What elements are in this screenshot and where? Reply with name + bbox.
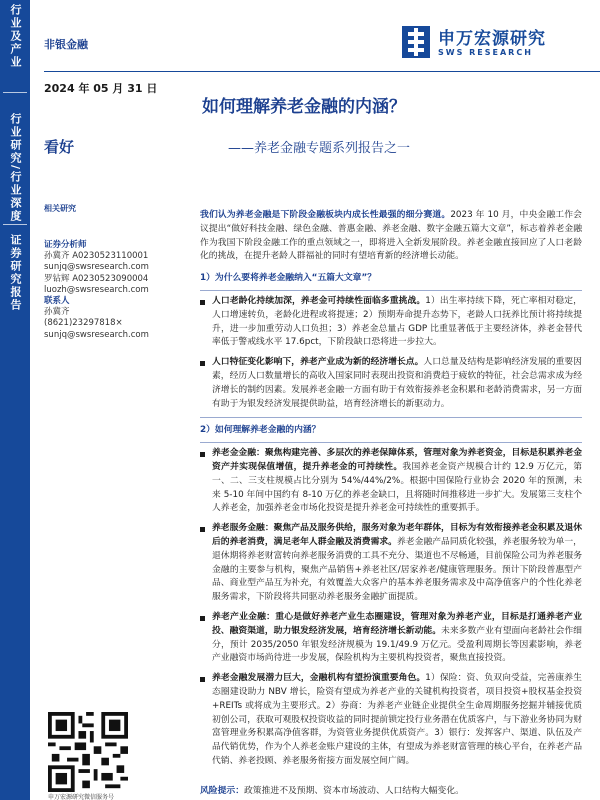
stripe-text: 证券研究报告 <box>9 234 22 312</box>
analyst-line: 罗钻辉 A0230523090004 <box>44 273 149 284</box>
bullet-square-icon <box>200 361 205 366</box>
report-date: 2024 年 05 月 31 日 <box>44 82 158 95</box>
section-rule <box>200 417 582 418</box>
bullet-bold: 养老产业金融：重心是做好养老产业生态圈建设，管理对象为养老产业，目标是打通养老产业投、融资渠道，助力银发经济发展，培育经济增长新动能。 <box>212 611 582 636</box>
header-rule <box>44 71 600 72</box>
stripe-divider <box>3 224 27 225</box>
bullet-item <box>200 295 582 350</box>
contact-header: 联系人 <box>44 296 70 307</box>
intro-highlight: 我们认为养老金融是下阶段金融板块内成长性最强的细分赛道。 <box>200 210 451 220</box>
bullet-text: 1）出生率持续下降，死亡率相对稳定，人口增速转负，老龄化进程或将提速；2）预期寿命提升态势下，老龄人口抚养比预计将持续提升，进一步加重劳动人口负担；3）养老金总量占 GDP 比重显著低于主要经济体，养老金替代率低于警戒线水平 17.6pct，下阶段缺口恐将进一步拉大。 <box>212 295 582 348</box>
bullet-square-icon <box>200 300 205 305</box>
analyst-line: 孙冀齐 A0230523110001 <box>44 251 149 262</box>
contact-phone: (8621)23297818× <box>44 318 123 329</box>
analyst-header: 证券分析师 <box>44 240 87 250</box>
risk-label: 风险提示： <box>200 786 244 796</box>
bullet-bold: 养老金金融：聚焦构建完善、多层次的养老保障体系，管理对象为养老资金，目标是积累养老金资产并实现保值增值，提升养老金的可持续性。 <box>212 448 582 472</box>
contact-line: 孙冀齐 <box>44 307 70 318</box>
intro-text: 2023 年 10 月，中央金融工作会议提出“做好科技金融、绿色金融、普惠金融、养老金融、数字金融五篇大文章”，标志着养老金融作为我国下阶段金融工作的重点领域之一，即将进入全新发展阶段。养老金融直接回应了人口老龄化的挑战，在提升老龄人群福祉的同时有望培育新的经济增长动能。 <box>200 210 582 262</box>
stripe-text: 行业研究/行业深度 <box>9 112 22 224</box>
section-rule <box>200 442 582 443</box>
stripe-text: 行业及产业 <box>9 4 22 69</box>
qr-code-icon <box>48 712 128 792</box>
bullet-square-icon <box>200 527 205 532</box>
risk-text: 政策推进不及预期、资本市场波动、人口结构大幅变化。 <box>244 786 464 796</box>
section-heading-2: 2）如何理解养老金融的内涵？ <box>200 425 321 436</box>
analyst-email[interactable]: luozh@swsresearch.com <box>44 284 149 295</box>
related-research: 相关研究 <box>44 204 76 213</box>
bullet-square-icon <box>200 677 205 682</box>
stripe-divider <box>3 92 27 93</box>
report-title: 如何理解养老金融的内涵？ <box>202 97 406 117</box>
bullet-item <box>200 522 582 605</box>
company-logo <box>400 22 592 66</box>
stripe-label-industry <box>0 4 30 69</box>
logo-cn: 申万宏源研究 <box>438 29 546 49</box>
logo-mark-icon <box>400 24 434 62</box>
stripe-label-type <box>0 98 30 238</box>
bullet-square-icon <box>200 452 205 457</box>
report-subtitle: ——养老金融专题系列报告之一 <box>228 141 411 156</box>
industry-label: 非银金融 <box>44 38 88 51</box>
bullet-item <box>200 672 582 769</box>
section-heading-1: 1）为什么要将养老金融纳入“五篇大文章”？ <box>200 273 377 284</box>
contact-email[interactable]: sunjq@swsresearch.com <box>44 329 149 340</box>
analyst-block <box>44 240 194 341</box>
bullet-item <box>200 611 582 666</box>
rating: 看好 <box>44 138 75 156</box>
bullet-item <box>200 447 582 516</box>
bullet-text: 养老金融产品同质化较强，养老服务较为单一，退休期将养老财富转向养老服务消费的工具不充分、渠道也不尽畅通，目前保险公司为养老服务金融的主要参与机构，聚焦产品销售+养老社区/居家养老/健康管理服务。预计下阶段普惠型产品、商业型产品互为补充，有效覆盖大众客户的基本养老服务需求及中高净值客户的个性化养老服务需求，下阶段将共同驱动养老服务金融扩面提质。 <box>212 536 582 603</box>
bullet-bold: 人口特征变化影响下，养老产业成为新的经济增长点。 <box>212 357 424 368</box>
bullet-text: 人口总量及结构是影响经济发展的重要因素，经历人口数量增长的高收入国家同时表现出投资和消费趋于疲软的特征，社会总需求成为经济增长的制约因素。发展养老金融一方面有助于有效衔接养老金积累和老龄消费需求，另一方面有助于为银发经济发展提供助益，培育经济增长的新驱动力。 <box>212 357 582 409</box>
risk-warning <box>200 783 582 796</box>
bullet-bold: 人口老龄化持续加深，养老金可持续性面临多重挑战。 <box>212 295 426 306</box>
bullet-bold: 养老服务金融：聚焦产品及服务供给，服务对象为老年群体，目标为有效衔接养老金积累及退休后的养老消费，满足老年人群金融及消费需求。 <box>212 523 582 547</box>
intro-paragraph <box>200 209 582 264</box>
bullet-square-icon <box>200 616 205 621</box>
bullet-bold: 养老金融发展潜力巨大，金融机构有望扮演重要角色。 <box>212 673 426 684</box>
bullet-text: 未来多数产业有望面向老龄社会作细分，预计 2035/2050 年银发经济规模为 19.1/49.9 万亿元。受盈利周期长等因素影响，养老产业融资市场尚待进一步发展，保险机构为主要机构投资者，聚焦直接投资。 <box>212 625 582 664</box>
bullet-item <box>200 356 582 411</box>
report-body <box>200 209 582 775</box>
analyst-email[interactable]: sunjq@swsresearch.com <box>44 262 149 273</box>
logo-en: SWS RESEARCH <box>438 48 533 57</box>
stripe-label-report <box>0 234 30 312</box>
bullet-text: 我国养老金资产规模合计约 12.9 万亿元，第一、二、三支柱规模占比分别为 54%/44%/2%。根据中国保险行业协会 2020 年的预测，未来 5-10 年间中国约有 8-10 万亿的养老金缺口，且将随时间推移进一步扩大。发展第三支柱个人养老金，加强养老金市场化投资是提升养老金可持续性的重要抓手。 <box>212 461 582 514</box>
bullet-text: 1）保险：资、负双向受益，完善康养生态圈建设助力 NBV 增长，险资有望成为养老产业的关键机构投资者，项目投资+股权基金投资+REITs 或将成为主要形式。2）券商：为养老产业链企业提供全生命周期服务挖掘并辅接优质初创公司，获取可观股权投资收益的同时提前锁定投行业务潜在优质客户，与下游业务协同为财富管理业务积累高净值客群，为资管业务提供优质资产。3）银行：发挥客户、渠道、队伍及产品代销优势，作为个人养老金账户建设的主体，有望成为养老财富管理的核心平台，在养老产品代销、养老投顾、养老服务衔接方面发展空间广阔。 <box>212 673 582 766</box>
qr-caption: 申万宏源研究微信服务号 <box>48 794 115 800</box>
section-rule <box>200 290 582 291</box>
